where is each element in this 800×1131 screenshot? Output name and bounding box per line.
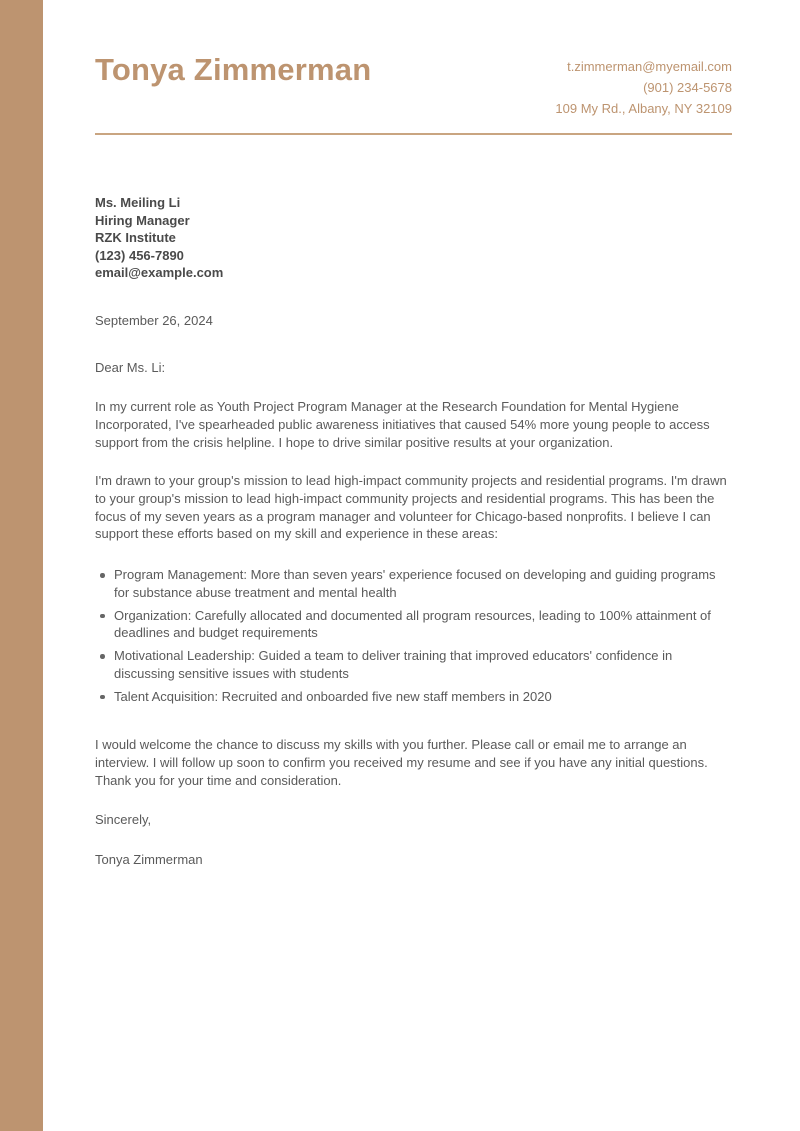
list-item: Talent Acquisition: Recruited and onboarded five new staff members in 2020 — [114, 688, 732, 706]
list-item: Organization: Carefully allocated and documented all program resources, leading to 100% attainment of deadlines and budget requirements — [114, 607, 732, 643]
letter-date: September 26, 2024 — [95, 313, 213, 328]
list-item: Program Management: More than seven years' experience focused on developing and guiding programs for substance abuse treatment and mental health — [114, 566, 732, 602]
body-paragraph-1: In my current role as Youth Project Program Manager at the Research Foundation for Mental Hygiene Incorporated, I've spearheaded public awareness initiatives that caused 54% more young people to access support from the crisis helpline. I hope to drive similar positive results at your organization. — [95, 399, 710, 450]
contact-address: 109 My Rd., Albany, NY 32109 — [555, 101, 732, 116]
applicant-name: Tonya Zimmerman — [95, 52, 372, 87]
accent-side-bar — [0, 0, 43, 1131]
signature-name: Tonya Zimmerman — [95, 852, 203, 867]
contact-phone: (901) 234-5678 — [643, 80, 732, 95]
recipient-company: RZK Institute — [95, 230, 176, 245]
skills-list — [95, 566, 732, 711]
recipient-email: email@example.com — [95, 265, 224, 280]
salutation: Dear Ms. Li: — [95, 360, 166, 375]
contact-info — [555, 56, 732, 119]
body-paragraph-2: I'm drawn to your group's mission to lead high-impact community projects and residential programs. I'm drawn to your group's mission to lead high-impact community projects and residential programs. This has been the focus of my seven years as a program manager and volunteer for Chicago-based nonprofits. I believe I can support these efforts based on my skill and experience in these areas: — [95, 473, 727, 542]
recipient-phone: (123) 456-7890 — [95, 247, 184, 263]
contact-email: t.zimmerman@myemail.com — [567, 59, 732, 74]
recipient-block — [95, 194, 223, 282]
list-item: Motivational Leadership: Guided a team to deliver training that improved educators' confidence in discussing sensitive issues with students — [114, 647, 732, 683]
header-divider — [95, 133, 732, 135]
body-paragraph-3: I would welcome the chance to discuss my skills with you further. Please call or email me to arrange an interview. I will follow up soon to confirm you received my resume and see if you have any initial questions. Thank you for your time and consideration. — [95, 737, 708, 788]
recipient-title: Hiring Manager — [95, 212, 190, 228]
recipient-name: Ms. Meiling Li — [95, 195, 181, 210]
closing: Sincerely, — [95, 812, 152, 827]
